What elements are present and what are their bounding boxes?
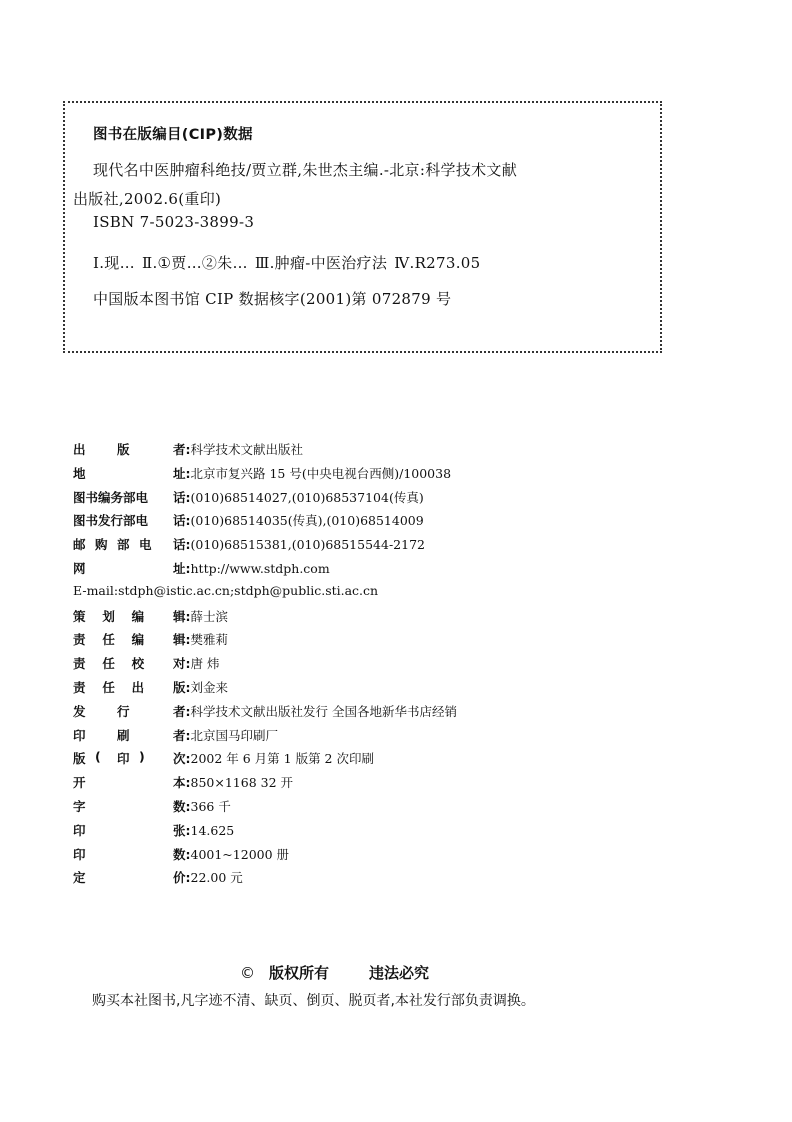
info-value: 版:刘金来 (173, 680, 229, 695)
copyright-icon: © (240, 964, 255, 982)
cip-data-box (63, 101, 662, 353)
cip-title: 图书在版编目(CIP)数据 (93, 127, 253, 143)
info-value: 数:366 千 (173, 799, 231, 814)
replacement-notice: 购买本社图书,凡字迹不清、缺页、倒页、脱页者,本社发行部负责调换。 (92, 993, 535, 1009)
info-value: 对:唐 炜 (173, 656, 220, 672)
info-value: 张:14.625 (173, 822, 235, 838)
info-value: 数:4001~12000 册 (173, 846, 290, 862)
info-value: 话:(010)68514035(传真),(010)68514009 (173, 513, 424, 529)
info-value: 话:(010)68514027,(010)68537104(传真) (173, 489, 424, 505)
info-value: 者:北京国马印刷厂 (173, 727, 279, 743)
copyright-line (240, 962, 429, 983)
info-value: 者:科学技术文献出版社发行 全国各地新华书店经销 (173, 703, 457, 719)
info-value: 者:科学技术文献出版社 (173, 442, 304, 457)
info-value: 址:http://www.stdph.com (173, 561, 330, 576)
cip-record-number: 中国版本图书馆 CIP 数据核字(2001)第 072879 号 (93, 290, 452, 308)
copyright-text: 版权所有 (269, 964, 330, 982)
cip-publisher-line: 出版社,2002.6(重印) (73, 190, 222, 208)
piracy-warning: 违法必究 (369, 964, 430, 982)
cip-isbn: ISBN 7-5023-3899-3 (93, 213, 255, 231)
info-value: 辑:薛士滨 (173, 608, 229, 624)
cip-book-line: 现代名中医肿瘤科绝技/贾立群,朱世杰主编.-北京:科学技术文献 (93, 161, 518, 179)
info-value: 本:850×1168 32 开 (173, 775, 293, 791)
cip-classification: Ⅰ.现… Ⅱ.①贾…②朱… Ⅲ.肿瘤-中医治疗法 Ⅳ.R273.05 (93, 254, 481, 272)
info-value: 址:北京市复兴路 15 号(中央电视台西侧)/100038 (173, 465, 452, 481)
info-value: E-mail:stdph@istic.ac.cn;stdph@public.sti.ac.cn (73, 582, 379, 598)
info-value: 辑:樊雅莉 (173, 632, 229, 648)
info-value: 价:22.00 元 (173, 870, 243, 886)
info-value: 次:2002 年 6 月第 1 版第 2 次印刷 (173, 751, 374, 767)
info-value: 话:(010)68515381,(010)68515544-2172 (173, 537, 425, 553)
